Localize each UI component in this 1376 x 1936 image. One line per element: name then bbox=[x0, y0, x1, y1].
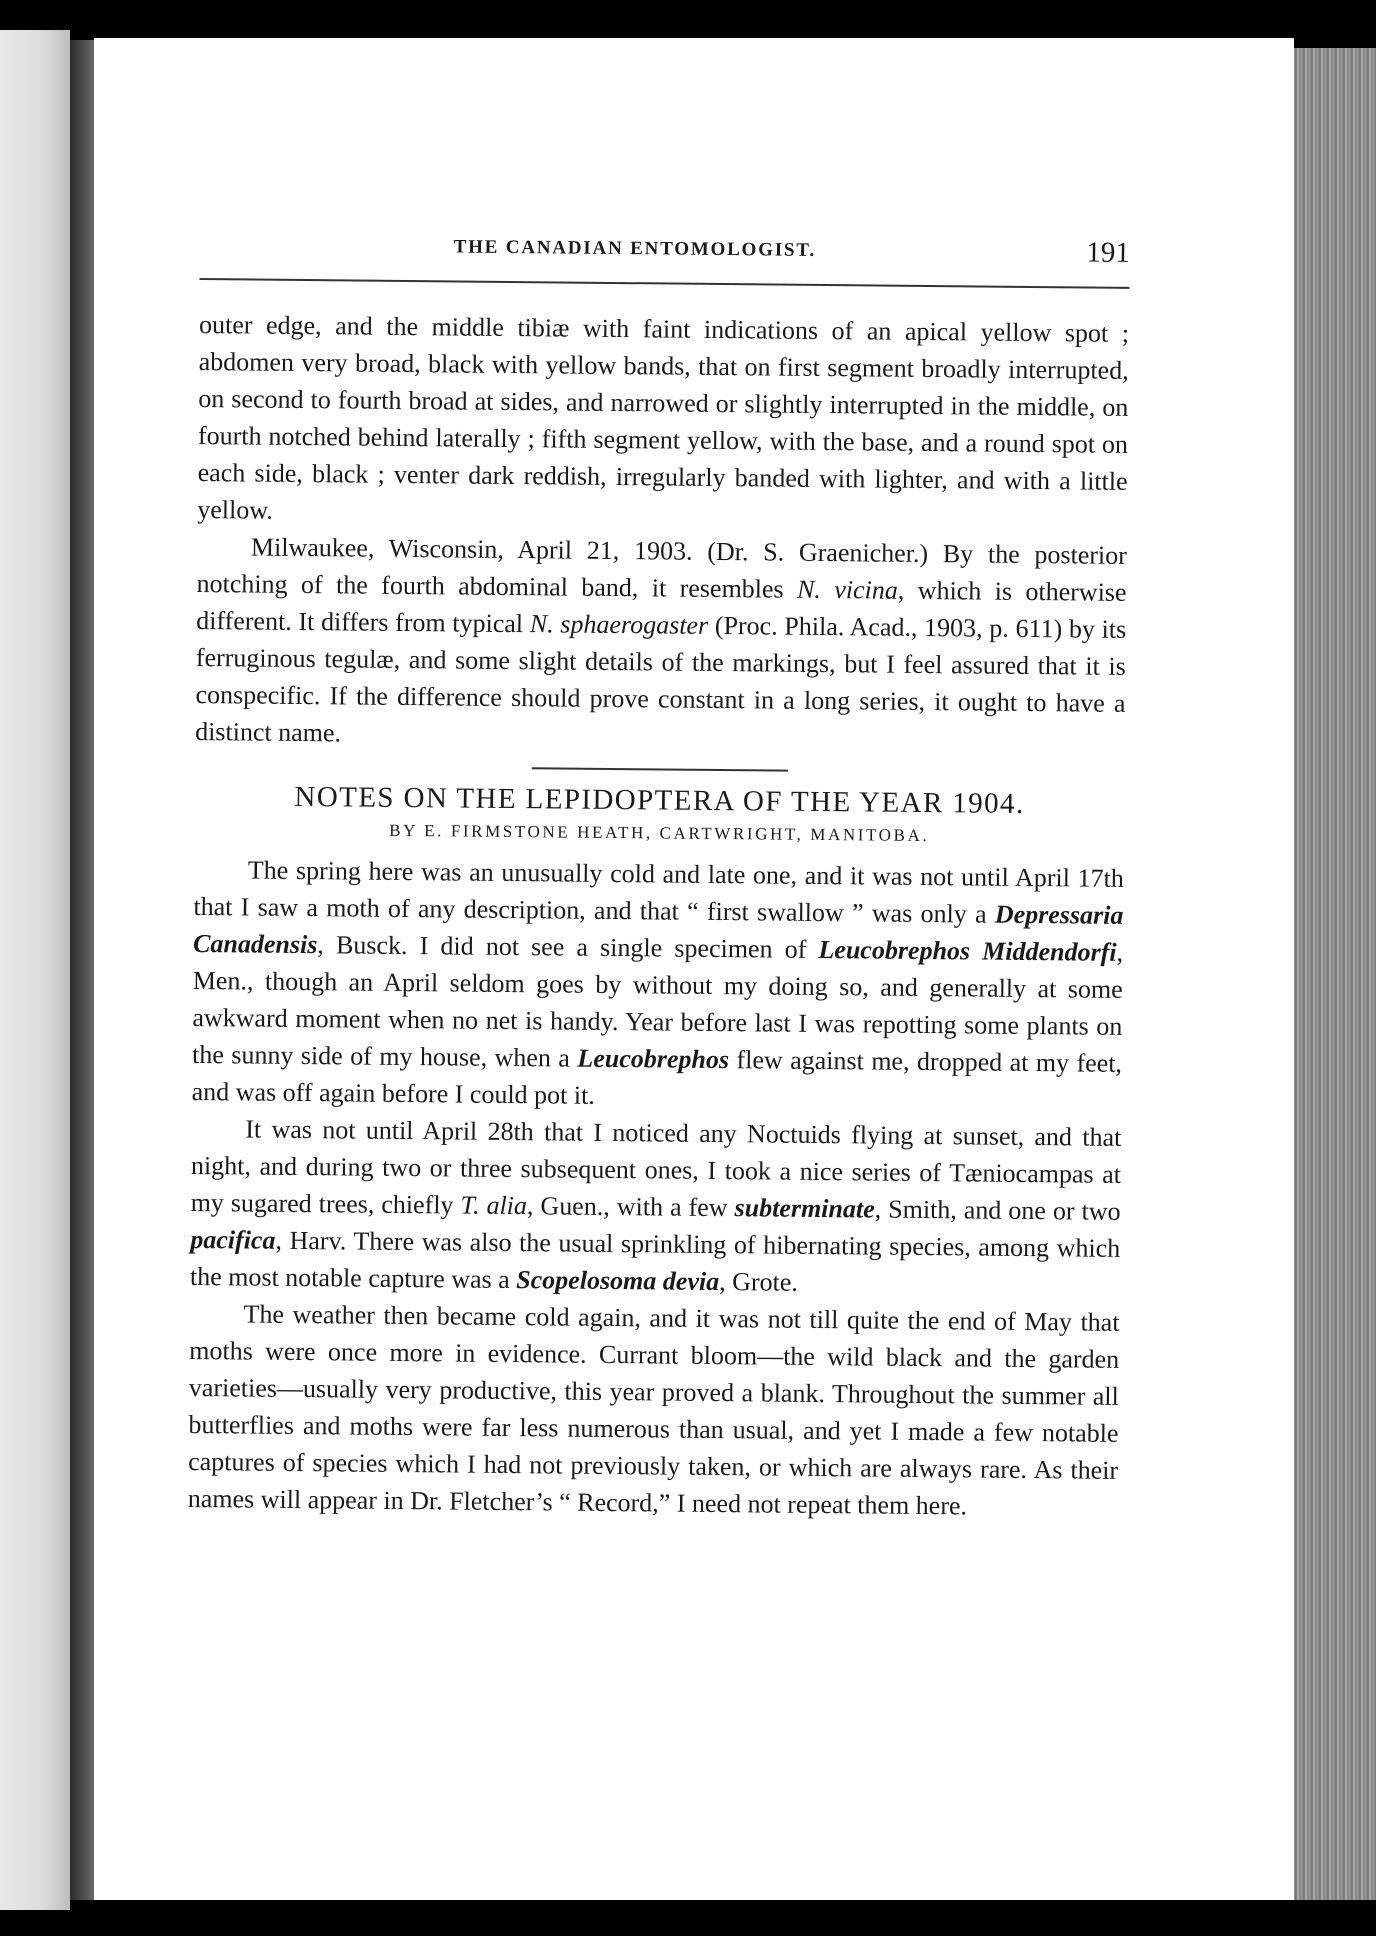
text-run: flew against me, dropped at my feet, and was off again before I could pot it. bbox=[191, 1045, 1123, 1110]
journal-title: THE CANADIAN ENTOMOLOGIST. bbox=[453, 236, 817, 261]
species-name: Scopelosoma devia bbox=[516, 1265, 720, 1297]
genus-name: Leucobrephos bbox=[577, 1043, 730, 1075]
section-divider bbox=[532, 767, 788, 771]
species-name: Leucobrephos Middendorfi bbox=[818, 934, 1117, 967]
page-content bbox=[188, 228, 1130, 1526]
text-run: (Proc. Phila. Acad., 1903, p. 611) by its ferruginous tegulæ, and some slight details of the markings, but I feel assured that it is conspecific. If the difference should prove constant in a long series, it ought to have a distinct name. bbox=[195, 610, 1127, 748]
facing-page-edge bbox=[0, 30, 70, 1910]
species-name: pacifica bbox=[190, 1224, 276, 1255]
text-run: , Men., though an April seldom goes by without my doing so, and generally at some awkward moment when no net is handy. Year before last I was repotting some plants on the sunny side of my house, when a bbox=[191, 937, 1124, 1073]
running-head bbox=[200, 228, 1130, 281]
species-name: Depressaria Canadensis bbox=[192, 899, 1124, 960]
header-rule bbox=[200, 278, 1130, 289]
text-run: , Smith, and one or two bbox=[874, 1194, 1121, 1226]
page-stack-edge bbox=[1294, 48, 1376, 1900]
text-run: The spring here was an unusually cold and late one, and it was not until April 17th that I saw a moth of any description, and that “ first swallow ” was only a bbox=[193, 855, 1124, 929]
page-number: 191 bbox=[1086, 236, 1130, 269]
species-name: N. vicina bbox=[796, 574, 898, 605]
text-run: , Busck. I did not see a single specimen of bbox=[317, 930, 819, 964]
article-title: NOTES ON THE LEPIDOPTERA OF THE YEAR 1904. bbox=[294, 780, 1025, 820]
species-name: T. alia bbox=[460, 1190, 528, 1221]
species-name: subterminate bbox=[734, 1193, 875, 1224]
species-name: N. sphaerogaster bbox=[529, 609, 709, 640]
locality-paragraph bbox=[195, 528, 1127, 759]
text-run: , which is otherwise different. It differs from typical bbox=[196, 575, 1127, 639]
text-run: , Harv. There was also the usual sprinkling of hibernating species, among which the most notable capture was a bbox=[189, 1225, 1121, 1295]
article-paragraph bbox=[190, 1110, 1122, 1304]
continued-paragraph: outer edge, and the middle tibiæ with faint indications of an apical yellow spot ; abdomen very broad, black with yellow bands, that on first segment broadly interrupted, on second to fourth broad at sides, and narrowed or slightly interrupted in the middle, on fourth notched behind laterally ; fifth segment yellow, with the base, and a round spot on each side, black ; venter dark reddish, irregularly banded with lighter, and with a little yellow. bbox=[197, 309, 1130, 525]
text-run: It was not until April 28th that I noticed any Noctuids flying at sunset, and that night, and during two or three subsequent ones, I took a nice series of Tæniocampas at my sugared trees, chiefly bbox=[190, 1114, 1122, 1220]
text-run: , Guen., with a few bbox=[526, 1191, 735, 1223]
book-gutter bbox=[70, 40, 94, 1900]
text-run: , Grote. bbox=[719, 1267, 799, 1297]
article-byline: BY E. FIRMSTONE HEATH, CARTWRIGHT, MANITOBA. bbox=[389, 820, 930, 846]
article-paragraph: The weather then became cold again, and it was not till quite the end of May that moths were once more in evidence. Currant bloom—the wild black and the garden varieties—usually very productive, this year proved a blank. Throughout the summer all butterflies and moths were far less numerous than usual, and yet I made a few notable captures of species which I had not previously taken, or which are always rare. As their names will appear in Dr. Fletcher’s “ Record,” I need not repeat them here. bbox=[187, 1299, 1120, 1521]
text-run: Milwaukee, Wisconsin, April 21, 1903. (Dr. S. Graenicher.) By the posterior notching of the fourth abdominal band, it resembles bbox=[196, 532, 1128, 604]
article-paragraph bbox=[192, 851, 1124, 1119]
